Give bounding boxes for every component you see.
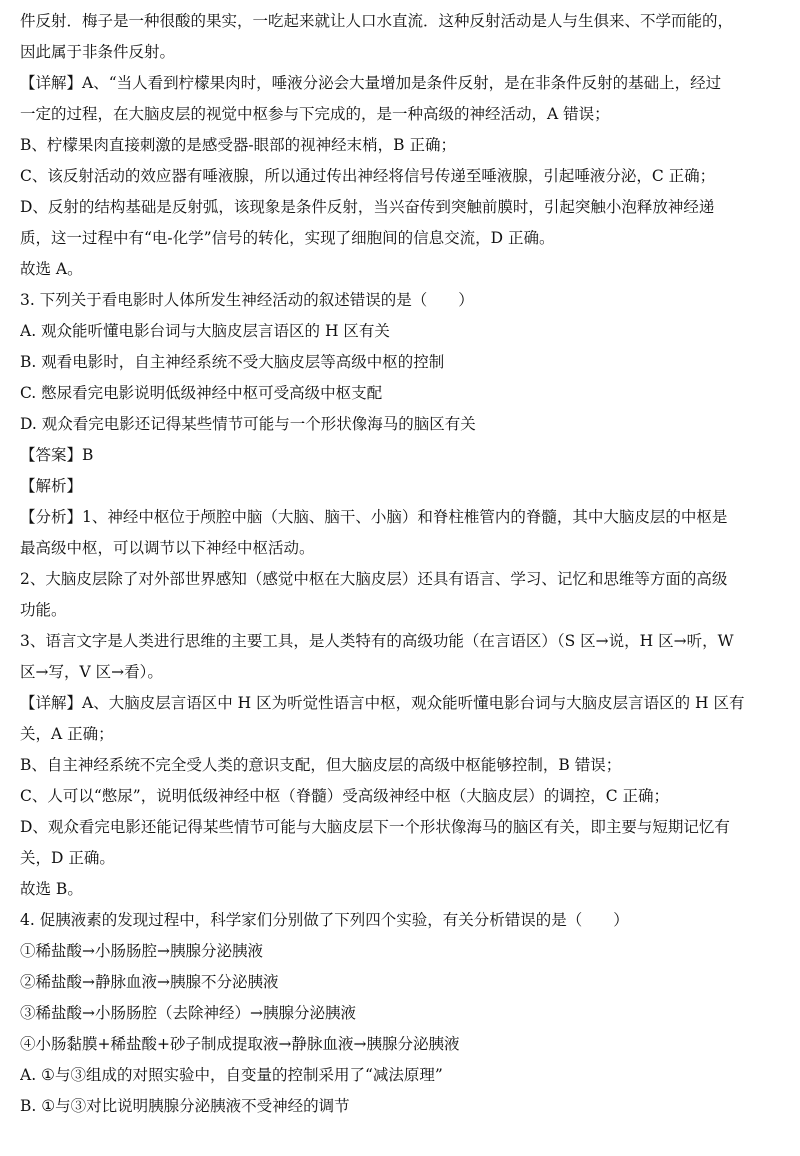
question-stem: 3. 下列关于看电影时人体所发生神经活动的叙述错误的是（ ） bbox=[20, 291, 474, 309]
text-line: B、柠檬果肉直接刺激的是感受器-眼部的视神经末梢，B 正确； bbox=[20, 136, 456, 154]
text-line: 一定的过程，在大脑皮层的视觉中枢参与下完成的，是一种高级的神经活动，A 错误； bbox=[20, 105, 610, 123]
experiment-line: ②稀盐酸→静脉血液→胰腺不分泌胰液 bbox=[20, 973, 279, 991]
option-line: A. ①与③组成的对照实验中，自变量的控制采用了“减法原理” bbox=[20, 1066, 443, 1084]
text-line: D、反射的结构基础是反射弧，该现象是条件反射，当兴奋传到突触前膜时，引起突触小泡释放神经递 bbox=[20, 198, 715, 216]
option-line: A. 观众能听懂电影台词与大脑皮层言语区的 H 区有关 bbox=[20, 322, 390, 340]
text-line: 【详解】A、大脑皮层言语区中 H 区为听觉性语言中枢，观众能听懂电影台词与大脑皮层言语区的 H 区有 bbox=[20, 694, 745, 712]
text-line: 【分析】1、神经中枢位于颅腔中脑（大脑、脑干、小脑）和脊柱椎管内的脊髓，其中大脑皮层的中枢是 bbox=[20, 508, 728, 526]
text-line: 关，A 正确； bbox=[20, 725, 114, 743]
text-line: 故选 B。 bbox=[20, 880, 83, 898]
option-line: B. 观看电影时，自主神经系统不受大脑皮层等高级中枢的控制 bbox=[20, 353, 445, 371]
analysis-heading: 【解析】 bbox=[20, 477, 83, 495]
experiment-line: ③稀盐酸→小肠肠腔（去除神经）→胰腺分泌胰液 bbox=[20, 1004, 356, 1022]
text-line: C、该反射活动的效应器有唾液腺，所以通过传出神经将信号传递至唾液腺，引起唾液分泌，C 正确； bbox=[20, 167, 716, 185]
text-line: 功能。 bbox=[20, 601, 67, 619]
text-line: 区→写，V 区→看）。 bbox=[20, 663, 163, 681]
text-line: 件反射．梅子是一种很酸的果实，一吃起来就让人口水直流．这种反射活动是人与生俱来、不学而能的， bbox=[20, 12, 734, 30]
document-page bbox=[20, 6, 780, 1122]
option-line: B. ①与③对比说明胰腺分泌胰液不受神经的调节 bbox=[20, 1097, 350, 1115]
text-line: 【详解】A、“当人看到柠檬果肉时，唾液分泌会大量增加是条件反射，是在非条件反射的基础上，经过 bbox=[20, 74, 722, 92]
text-line: B、自主神经系统不完全受人类的意识支配，但大脑皮层的高级中枢能够控制，B 错误； bbox=[20, 756, 622, 774]
text-line: 因此属于非条件反射。 bbox=[20, 43, 176, 61]
text-line: D、观众看完电影还能记得某些情节可能与大脑皮层下一个形状像海马的脑区有关，即主要与短期记忆有 bbox=[20, 818, 730, 836]
experiment-line: ①稀盐酸→小肠肠腔→胰腺分泌胰液 bbox=[20, 942, 263, 960]
text-line: 故选 A。 bbox=[20, 260, 83, 278]
answer-line: 【答案】B bbox=[20, 446, 94, 464]
text-line: 质，这一过程中有“电-化学”信号的转化，实现了细胞间的信息交流，D 正确。 bbox=[20, 229, 555, 247]
text-line: 3、语言文字是人类进行思维的主要工具，是人类特有的高级功能（在言语区）（S 区→说，H 区→听，W bbox=[20, 632, 734, 650]
text-line: 最高级中枢，可以调节以下神经中枢活动。 bbox=[20, 539, 315, 557]
question-stem: 4. 促胰液素的发现过程中，科学家们分别做了下列四个实验，有关分析错误的是（ ） bbox=[20, 911, 629, 929]
option-line: D. 观众看完电影还记得某些情节可能与一个形状像海马的脑区有关 bbox=[20, 415, 476, 433]
text-line: C、人可以“憋尿”，说明低级神经中枢（脊髓）受高级神经中枢（大脑皮层）的调控，C 正确； bbox=[20, 787, 669, 805]
text-line: 2、大脑皮层除了对外部世界感知（感觉中枢在大脑皮层）还具有语言、学习、记忆和思维等方面的高级 bbox=[20, 570, 728, 588]
text-line: 关，D 正确。 bbox=[20, 849, 115, 867]
option-line: C. 憋尿看完电影说明低级神经中枢可受高级中枢支配 bbox=[20, 384, 383, 402]
experiment-line: ④小肠黏膜+稀盐酸+砂子制成提取液→静脉血液→胰腺分泌胰液 bbox=[20, 1035, 460, 1053]
